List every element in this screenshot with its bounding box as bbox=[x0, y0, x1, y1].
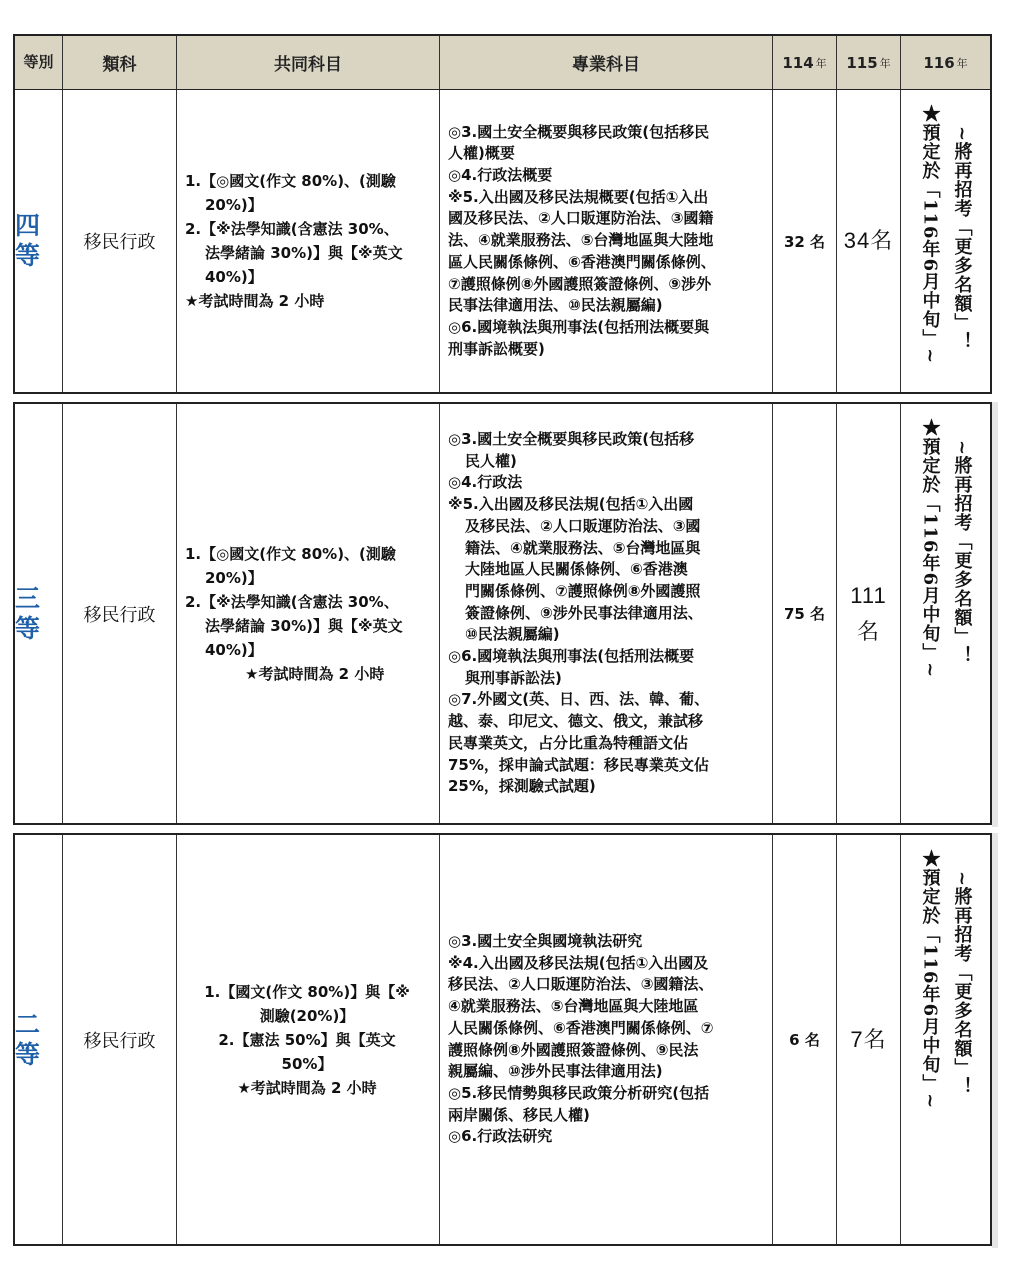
quota-114: 32 名 bbox=[773, 90, 837, 392]
quota-116-note bbox=[901, 90, 990, 392]
block-shadow bbox=[992, 402, 998, 827]
note-more-seats: ~將再招考「更多名額」！ bbox=[951, 871, 973, 1097]
block-shadow bbox=[992, 833, 998, 1248]
table-row bbox=[13, 402, 992, 825]
note-schedule: ★預定於「116年6月中旬」~ bbox=[919, 849, 941, 1110]
category-label: 移民行政 bbox=[63, 835, 177, 1244]
header-common-subjects: 共同科目 bbox=[177, 36, 440, 89]
quota-114: 75 名 bbox=[773, 404, 837, 823]
header-year-115: 115 年 bbox=[837, 36, 901, 89]
category-label: 移民行政 bbox=[63, 90, 177, 392]
header-year-116: 116 年 bbox=[923, 53, 968, 72]
table-row bbox=[13, 90, 992, 394]
note-schedule: ★預定於「116年6月中旬」~ bbox=[919, 418, 941, 679]
grade-label: 二等 bbox=[15, 835, 63, 1244]
grade-label: 三等 bbox=[15, 404, 63, 823]
table-row bbox=[13, 833, 992, 1246]
grade-label: 四等 bbox=[15, 90, 63, 392]
note-schedule: ★預定於「116年6月中旬」~ bbox=[919, 104, 941, 365]
common-subjects: 1.【◎國文(作文 80%)、(測驗 20%)】 2.【※法學知識(含憲法 30%、 法學緒論 30%)】與【※英文 40%)】 ★考試時間為 2 小時 bbox=[177, 404, 440, 823]
quota-115: 7名 bbox=[837, 835, 901, 1244]
quota-116-note bbox=[901, 835, 990, 1244]
note-more-seats: ~將再招考「更多名額」！ bbox=[951, 440, 973, 666]
common-subjects: 1.【◎國文(作文 80%)、(測驗 20%)】 2.【※法學知識(含憲法 30%、 法學緒論 30%)】與【※英文 40%)】 ★考試時間為 2 小時 bbox=[177, 90, 440, 392]
quota-115: 34名 bbox=[837, 90, 901, 392]
header-grade: 等別 bbox=[15, 36, 63, 89]
quota-116-note bbox=[901, 404, 990, 823]
major-subjects: ◎3.國土安全概要與移民政策(包括移 民人權) ◎4.行政法 ※5.入出國及移民法規(包括①入出國 及移民法、②人口販運防治法、③國 籍法、④就業服務法、⑤台灣地區與 大陸地區人民關係條例、⑥香港澳 門關係條例、⑦護照條例⑧外國護照 簽證條例、⑨涉外民事法律適用法、 ⑩民法親屬編) ◎6.國境執法與刑事法(包括刑法概要 與刑事訴訟法) ◎7.外國文(英、日、西、法、韓、葡、 越、泰、印尼文、德文、俄文，兼試移 民專業英文，占分比重為特種語文佔 75%，採申論式試題：移民專業英文佔 25%，採測驗式試題) bbox=[440, 404, 773, 823]
note-more-seats: ~將再招考「更多名額」！ bbox=[951, 126, 973, 352]
category-label: 移民行政 bbox=[63, 404, 177, 823]
quota-115: 111 名 bbox=[837, 404, 901, 823]
table-header bbox=[13, 34, 992, 91]
header-category: 類科 bbox=[63, 36, 177, 89]
header-major-subjects: 專業科目 bbox=[440, 36, 773, 89]
major-subjects: ◎3.國土安全與國境執法研究 ※4.入出國及移民法規(包括①入出國及 移民法、②人口販運防治法、③國籍法、 ④就業服務法、⑤台灣地區與大陸地區 人民關係條例、⑥香港澳門關係條例、⑦ 護照條例⑧外國護照簽證條例、⑨民法 親屬編、⑩涉外民事法律適用法) ◎5.移民情勢與移民政策分析研究(包括 兩岸關係、移民人權) ◎6.行政法研究 bbox=[440, 835, 773, 1244]
header-year-114: 114 年 bbox=[773, 36, 837, 89]
common-subjects: 1.【國文(作文 80%)】與【※ 測驗(20%)】 2.【憲法 50%】與【英文 50%】 ★考試時間為 2 小時 bbox=[177, 835, 440, 1244]
major-subjects: ◎3.國土安全概要與移民政策(包括移民 人權)概要 ◎4.行政法概要 ※5.入出國及移民法規概要(包括①入出 國及移民法、②人口販運防治法、③國籍 法、④就業服務法、⑤台灣地區與大陸地 區人民關係條例、⑥香港澳門關係條例、 ⑦護照條例⑧外國護照簽證條例、⑨涉外 民事法律適用法、⑩民法親屬編) ◎6.國境執法與刑事法(包括刑法概要與 刑事訴訟概要) bbox=[440, 90, 773, 392]
quota-114: 6 名 bbox=[773, 835, 837, 1244]
